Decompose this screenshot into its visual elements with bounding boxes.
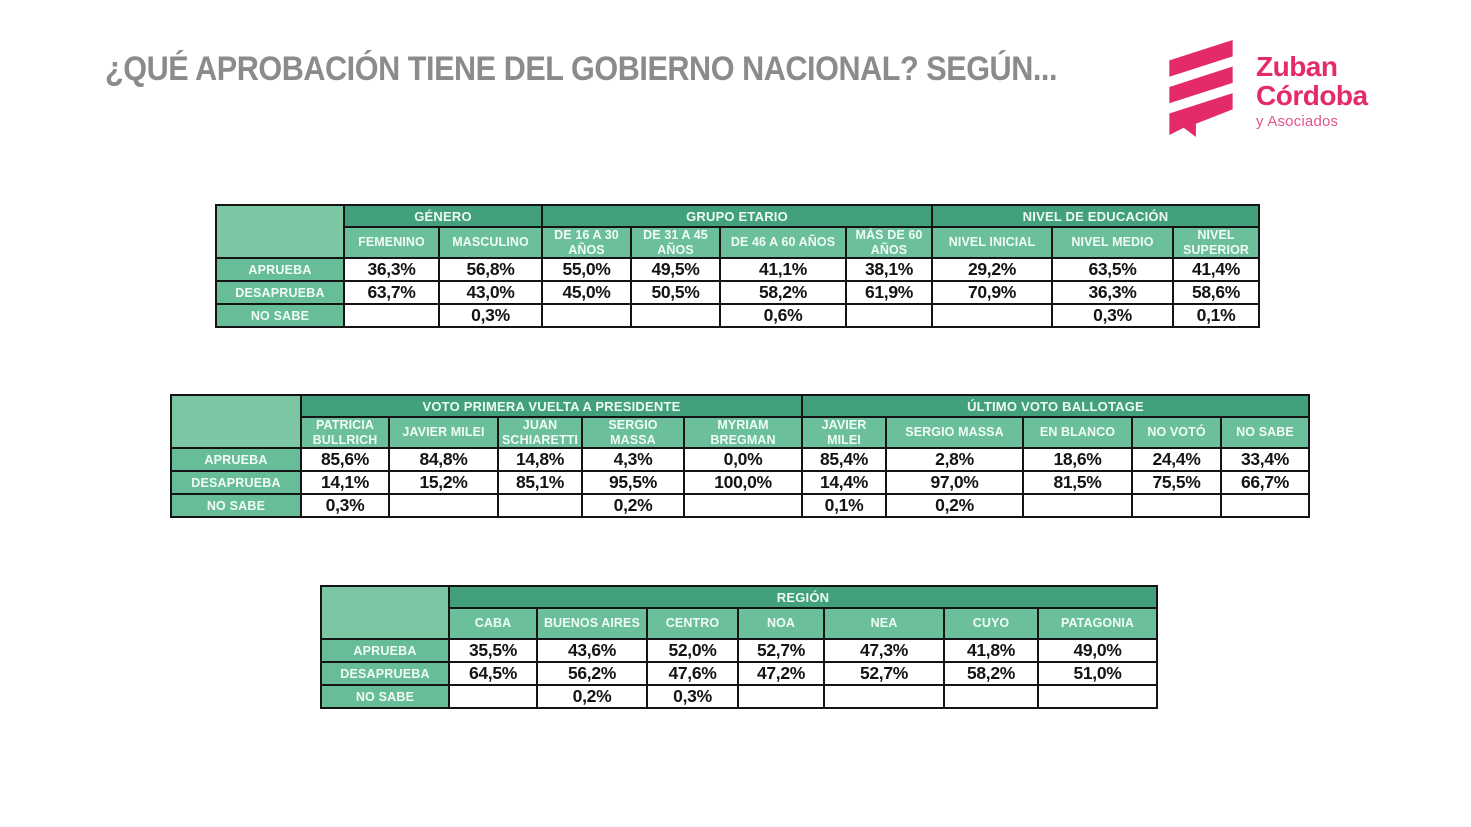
value-cell: 14,1% — [301, 471, 389, 494]
table-group-header: NIVEL DE EDUCACIÓN — [932, 205, 1259, 227]
value-cell: 47,3% — [824, 639, 944, 662]
table-row — [216, 304, 1259, 327]
row-label: NO SABE — [321, 685, 449, 708]
logo-stripes-icon — [1160, 40, 1242, 138]
value-cell: 0,3% — [301, 494, 389, 517]
value-cell: 0,0% — [684, 448, 802, 471]
row-label: DESAPRUEBA — [321, 662, 449, 685]
empty-cell — [932, 304, 1052, 327]
table-column-header: JUAN SCHIARETTI — [498, 417, 582, 448]
table-column-header: PATRICIA BULLRICH — [301, 417, 389, 448]
value-cell: 84,8% — [389, 448, 498, 471]
table-row — [216, 281, 1259, 304]
table-column-header: NO SABE — [1221, 417, 1309, 448]
table-column-header: FEMENINO — [344, 227, 439, 258]
value-cell: 18,6% — [1023, 448, 1132, 471]
value-cell: 70,9% — [932, 281, 1052, 304]
row-label: APRUEBA — [171, 448, 301, 471]
data-table-aprobacion-por-genero-etario-educacion — [215, 204, 1260, 328]
value-cell: 51,0% — [1038, 662, 1157, 685]
value-cell: 36,3% — [344, 258, 439, 281]
value-cell: 14,8% — [498, 448, 582, 471]
value-cell: 50,5% — [631, 281, 720, 304]
value-cell: 58,2% — [944, 662, 1038, 685]
value-cell: 52,7% — [738, 639, 824, 662]
value-cell: 0,1% — [802, 494, 886, 517]
empty-cell — [631, 304, 720, 327]
empty-cell — [1038, 685, 1157, 708]
value-cell: 63,5% — [1052, 258, 1173, 281]
table-column-header: NIVEL SUPERIOR — [1173, 227, 1259, 258]
value-cell: 49,5% — [631, 258, 720, 281]
logo-text-cordoba: Córdoba — [1256, 80, 1368, 112]
value-cell: 75,5% — [1132, 471, 1221, 494]
value-cell: 0,3% — [439, 304, 542, 327]
table-column-header: DE 16 A 30 AÑOS — [542, 227, 631, 258]
row-label: APRUEBA — [216, 258, 344, 281]
table-corner-cell — [216, 205, 344, 258]
table-column-header: DE 31 A 45 AÑOS — [631, 227, 720, 258]
value-cell: 66,7% — [1221, 471, 1309, 494]
logo-text-asociados: y Asociados — [1256, 112, 1339, 130]
empty-cell — [944, 685, 1038, 708]
table-corner-cell — [321, 586, 449, 639]
value-cell: 0,1% — [1173, 304, 1259, 327]
value-cell: 47,2% — [738, 662, 824, 685]
logo — [1160, 40, 1368, 138]
table-row — [216, 258, 1259, 281]
value-cell: 85,1% — [498, 471, 582, 494]
value-cell: 100,0% — [684, 471, 802, 494]
value-cell: 58,6% — [1173, 281, 1259, 304]
value-cell: 56,2% — [537, 662, 647, 685]
value-cell: 0,3% — [647, 685, 738, 708]
table-row — [171, 448, 1309, 471]
value-cell: 0,3% — [1052, 304, 1173, 327]
value-cell: 43,0% — [439, 281, 542, 304]
empty-cell — [498, 494, 582, 517]
value-cell: 0,2% — [537, 685, 647, 708]
value-cell: 52,7% — [824, 662, 944, 685]
table-column-header: NEA — [824, 608, 944, 639]
value-cell: 0,6% — [720, 304, 846, 327]
logo-text-zuban: Zuban — [1256, 51, 1338, 82]
value-cell: 38,1% — [846, 258, 932, 281]
empty-cell — [344, 304, 439, 327]
data-table-aprobacion-por-voto — [170, 394, 1310, 518]
data-table-aprobacion-por-region — [320, 585, 1158, 709]
value-cell: 56,8% — [439, 258, 542, 281]
empty-cell — [389, 494, 498, 517]
table-column-header: DE 46 A 60 AÑOS — [720, 227, 846, 258]
value-cell: 64,5% — [449, 662, 537, 685]
table-group-header: GÉNERO — [344, 205, 542, 227]
table-corner-cell — [171, 395, 301, 448]
table-demographics-container — [215, 204, 1260, 328]
value-cell: 43,6% — [537, 639, 647, 662]
value-cell: 61,9% — [846, 281, 932, 304]
value-cell: 4,3% — [582, 448, 684, 471]
value-cell: 97,0% — [886, 471, 1023, 494]
empty-cell — [449, 685, 537, 708]
value-cell: 55,0% — [542, 258, 631, 281]
table-column-header: MASCULINO — [439, 227, 542, 258]
table-region-container — [320, 585, 1158, 709]
row-label: DESAPRUEBA — [216, 281, 344, 304]
table-column-header: NIVEL MEDIO — [1052, 227, 1173, 258]
table-column-header: NO VOTÓ — [1132, 417, 1221, 448]
table-group-header: ÚLTIMO VOTO BALLOTAGE — [802, 395, 1309, 417]
table-group-header: GRUPO ETARIO — [542, 205, 932, 227]
table-group-header: VOTO PRIMERA VUELTA A PRESIDENTE — [301, 395, 802, 417]
table-column-header: JAVIER MILEI — [802, 417, 886, 448]
empty-cell — [542, 304, 631, 327]
value-cell: 49,0% — [1038, 639, 1157, 662]
row-label: NO SABE — [216, 304, 344, 327]
table-row — [171, 471, 1309, 494]
table-column-header: NIVEL INICIAL — [932, 227, 1052, 258]
empty-cell — [684, 494, 802, 517]
row-label: NO SABE — [171, 494, 301, 517]
empty-cell — [1221, 494, 1309, 517]
value-cell: 35,5% — [449, 639, 537, 662]
value-cell: 41,8% — [944, 639, 1038, 662]
value-cell: 95,5% — [582, 471, 684, 494]
value-cell: 36,3% — [1052, 281, 1173, 304]
table-column-header: CENTRO — [647, 608, 738, 639]
table-column-header: PATAGONIA — [1038, 608, 1157, 639]
table-column-header: MYRIAM BREGMAN — [684, 417, 802, 448]
table-column-header: JAVIER MILEI — [389, 417, 498, 448]
row-label: DESAPRUEBA — [171, 471, 301, 494]
table-column-header: MÁS DE 60 AÑOS — [846, 227, 932, 258]
empty-cell — [738, 685, 824, 708]
table-column-header: CABA — [449, 608, 537, 639]
empty-cell — [846, 304, 932, 327]
value-cell: 24,4% — [1132, 448, 1221, 471]
value-cell: 33,4% — [1221, 448, 1309, 471]
value-cell: 29,2% — [932, 258, 1052, 281]
table-column-header: SERGIO MASSA — [886, 417, 1023, 448]
value-cell: 85,4% — [802, 448, 886, 471]
empty-cell — [824, 685, 944, 708]
value-cell: 41,4% — [1173, 258, 1259, 281]
table-column-header: SERGIO MASSA — [582, 417, 684, 448]
value-cell: 58,2% — [720, 281, 846, 304]
table-group-header: REGIÓN — [449, 586, 1157, 608]
table-column-header: CUYO — [944, 608, 1038, 639]
table-row — [321, 639, 1157, 662]
table-row — [171, 494, 1309, 517]
value-cell: 15,2% — [389, 471, 498, 494]
value-cell: 63,7% — [344, 281, 439, 304]
table-column-header: BUENOS AIRES — [537, 608, 647, 639]
value-cell: 14,4% — [802, 471, 886, 494]
empty-cell — [1023, 494, 1132, 517]
table-vote-container — [170, 394, 1310, 518]
table-row — [321, 685, 1157, 708]
empty-cell — [1132, 494, 1221, 517]
value-cell: 52,0% — [647, 639, 738, 662]
table-column-header: NOA — [738, 608, 824, 639]
row-label: APRUEBA — [321, 639, 449, 662]
table-column-header: EN BLANCO — [1023, 417, 1132, 448]
value-cell: 81,5% — [1023, 471, 1132, 494]
page-title: ¿QUÉ APROBACIÓN TIENE DEL GOBIERNO NACIONAL? SEGÚN... — [105, 50, 1058, 88]
logo-text — [1256, 40, 1368, 129]
table-row — [321, 662, 1157, 685]
value-cell: 0,2% — [582, 494, 684, 517]
value-cell: 47,6% — [647, 662, 738, 685]
value-cell: 85,6% — [301, 448, 389, 471]
value-cell: 45,0% — [542, 281, 631, 304]
value-cell: 2,8% — [886, 448, 1023, 471]
value-cell: 0,2% — [886, 494, 1023, 517]
value-cell: 41,1% — [720, 258, 846, 281]
